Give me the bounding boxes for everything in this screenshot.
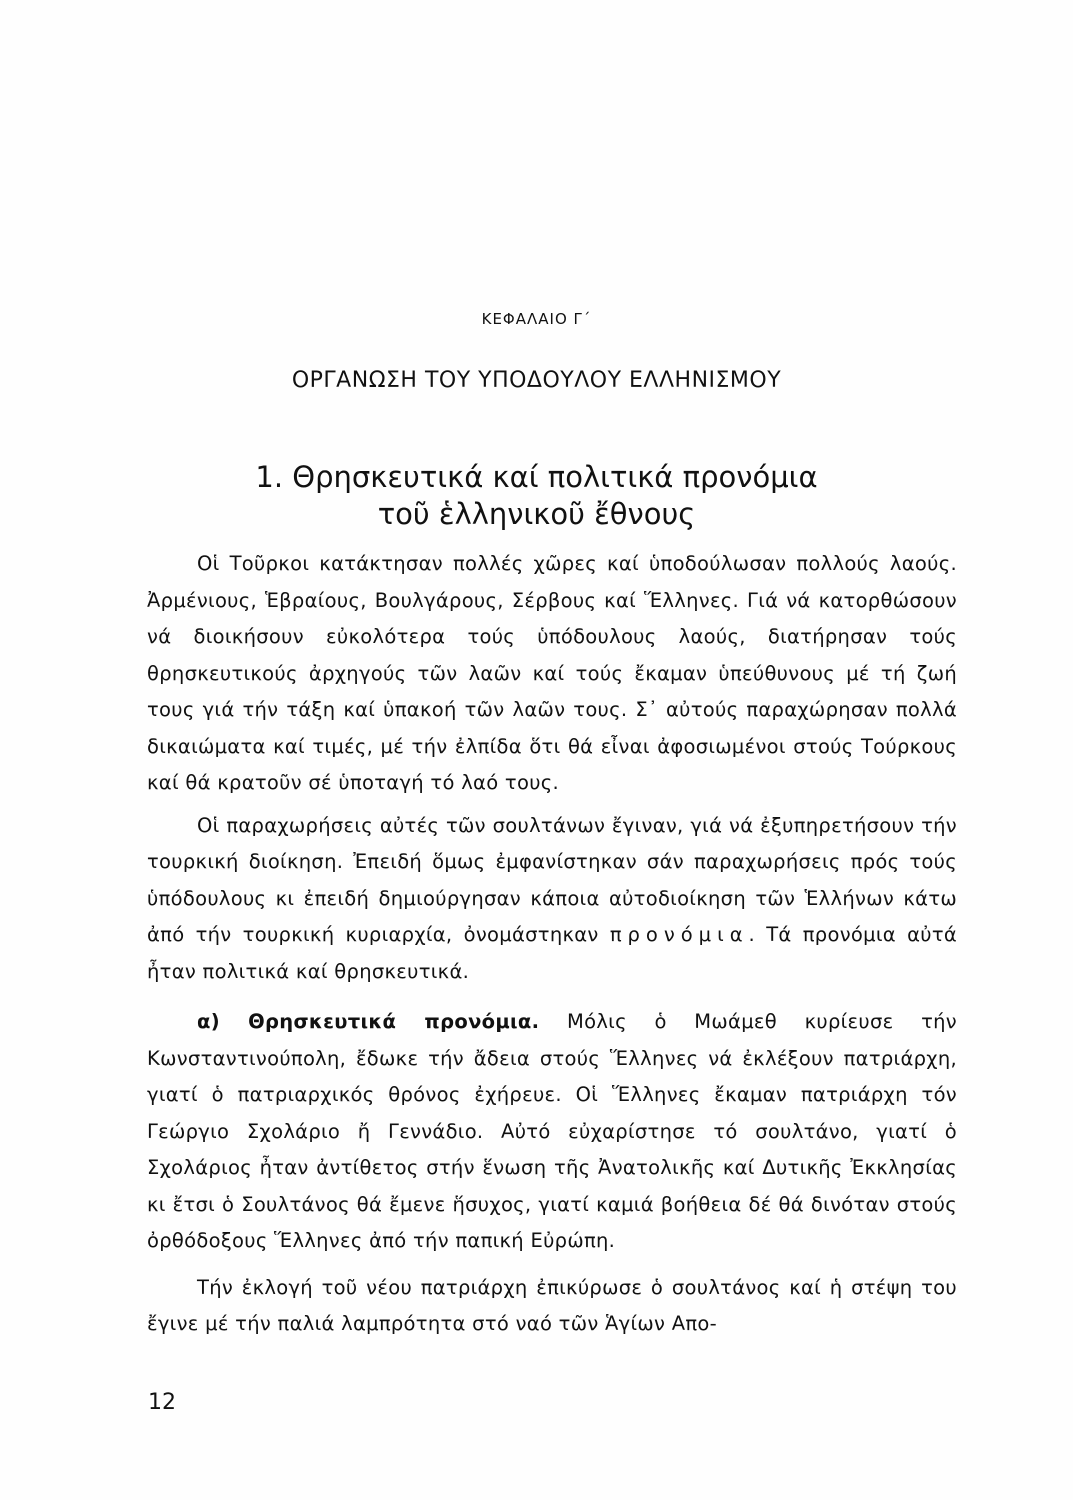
subsection-heading: α) Θρησκευτικά προνόμια. [197,1010,540,1033]
paragraph-2-text-start: Οἱ παραχωρήσεις αὐτές τῶν σουλτάνων ἔγιναν, γιά νά ἐξυπηρετήσουν τήν τουρκική διοίκηση. Ἐπειδή ὅμως ἐμφανίστηκαν σάν παραχωρήσεις πρός τούς ὑπόδουλους κι ἐπειδή δημιούργησαν κάποια αὐτοδιοίκηση τῶν Ἑλλήνων κάτω ἀπό τήν τουρκική κυριαρχία, ὀνομάστηκαν [147,813,957,946]
paragraph-1: Οἱ Τοῦρκοι κατάκτησαν πολλές χῶρες καί ὑποδούλωσαν πολλούς λαούς. Ἀρμένιους, Ἑβραίους, Βουλγάρους, Σέρβους καί Ἕλληνες. Γιά νά κατορθώσουν νά διοικήσουν εὐκολότερα τούς ὑπόδουλους λαούς, διατήρησαν τούς θρησκευτικούς ἀρχηγούς τῶν λαῶν καί τούς ἔκαμαν ὑπεύθυνους μέ τή ζωή τους γιά τήν τάξη καί ὑπακοή τῶν λαῶν τους. Σ᾿ αὐτούς παραχώρησαν πολλά δικαιώματα καί τιμές, μέ τήν ἐλπίδα ὅτι θά εἶναι ἀφοσιωμένοι στούς Τούρκους καί θά κρατοῦν σέ ὑποταγή τό λαό τους. [147,552,957,794]
body-text [147,546,957,1343]
privileges-term: προνόμια [609,923,749,946]
section-title-line-2: τοῦ ἑλληνικοῦ ἔθνους [377,497,696,531]
paragraph-2 [147,808,957,991]
paragraph-3-text: Μόλις ὁ Μωάμεθ κυρίευσε τήν Κωνσταντινούπολη, ἔδωκε τήν ἄδεια στούς Ἕλληνες νά ἐκλέξουν πατριάρχη, γιατί ὁ πατριαρχικός θρόνος ἐχήρευε. Οἱ Ἕλληνες ἔκαμαν πατριάρχη τόν Γεώργιο Σχολάριο ἤ Γεννάδιο. Αὐτό εὐχαρίστησε τό σουλτάνο, γιατί ὁ Σχολάριος ἦταν ἀντίθετος στήν ἕνωση τῆς Ἀνατολικῆς καί Δυτικῆς Ἐκκλησίας κι ἔτσι ὁ Σουλτάνος θά ἔμενε ἥσυχος, γιατί καμιά βοήθεια δέ θά δινόταν στούς ὀρθόδοξους Ἕλληνες ἀπό τήν παπική Εὐρώπη. [147,1010,958,1252]
paragraph-3 [147,1004,957,1260]
section-title [0,459,1073,533]
page-number: 12 [148,1390,176,1415]
chapter-label: ΚΕΦΑΛΑΙΟ Γ΄ [481,310,592,328]
paragraph-2-text-end: . Τά προνόμια αὐτά ἦταν πολιτικά καί θρησκευτικά. [147,923,958,983]
chapter-title: ΟΡΓΑΝΩΣΗ ΤΟΥ ΥΠΟΔΟΥΛΟΥ ΕΛΛΗΝΙΣΜΟΥ [291,368,782,393]
paragraph-4: Τήν ἐκλογή τοῦ νέου πατριάρχη ἐπικύρωσε ὁ σουλτάνος καί ἡ στέψη του ἔγινε μέ τήν παλιά λαμπρότητα στό ναό τῶν Ἁγίων Απο- [147,1275,957,1335]
section-title-line-1: 1. Θρησκευτικά καί πολιτικά προνόμια [255,460,818,494]
